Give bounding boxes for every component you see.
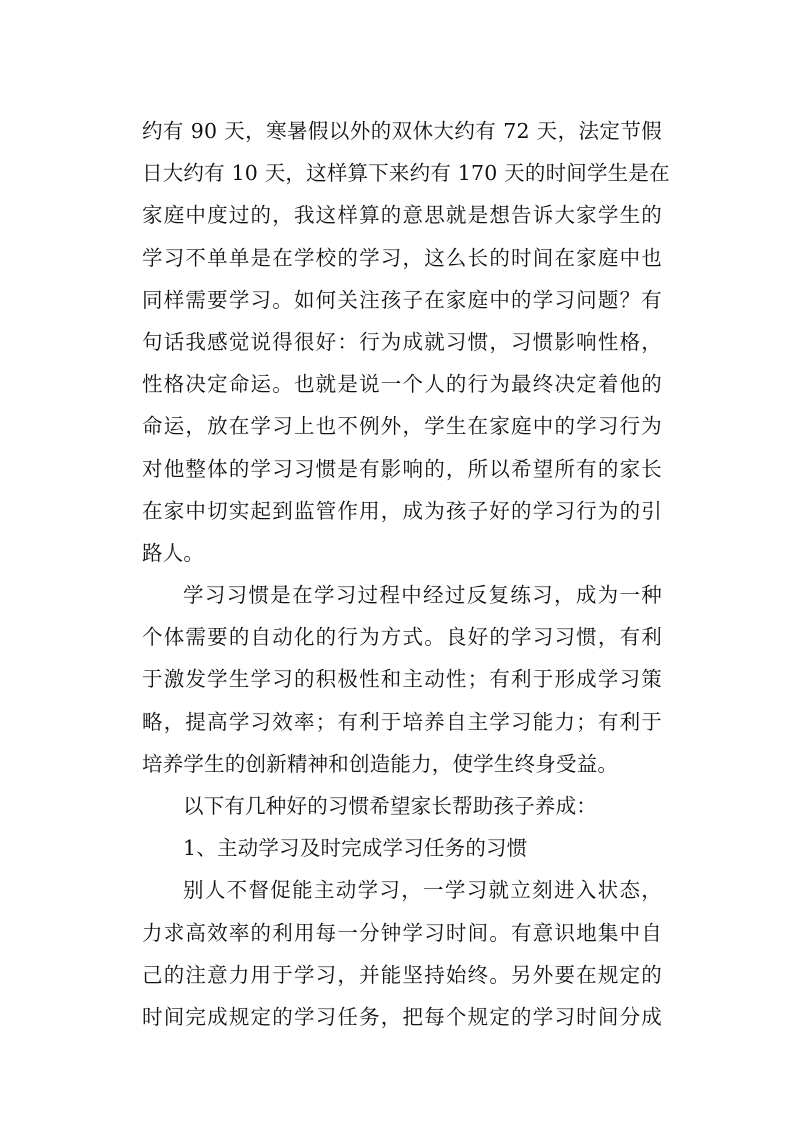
section-heading: 1、主动学习及时完成学习任务的习惯 [183, 836, 528, 861]
text-line: 于激发学生学习的积极性和主动性；有利于形成学习策 [142, 667, 662, 692]
text-line: 家庭中度过的，我这样算的意思就是想告诉大家学生的 [142, 203, 662, 228]
text-line: 个体需要的自动化的行为方式。良好的学习习惯，有利 [142, 625, 662, 650]
text-line: 对他整体的学习习惯是有影响的，所以希望所有的家长 [142, 456, 662, 481]
text-line: 性格决定命运。也就是说一个人的行为最终决定着他的 [142, 372, 662, 397]
text-line: 约有 90 天，寒暑假以外的双休大约有 72 天，法定节假 [142, 119, 662, 143]
text-line: 学习不单单是在学校的学习，这么长的时间在家庭中也 [142, 245, 662, 270]
text-line: 路人。 [142, 540, 205, 565]
text-line: 别人不督促能主动学习，一学习就立刻进入状态， [183, 878, 662, 903]
text-line: 以下有几种好的习惯希望家长帮助孩子养成： [183, 794, 597, 818]
document-body [142, 110, 670, 1038]
text-line: 培养学生的创新精神和创造能力，使学生终身受益。 [142, 751, 619, 776]
text-line: 句话我感觉说得很好：行为成就习惯，习惯影响性格， [142, 329, 662, 354]
text-line: 力求高效率的利用每一分钟学习时间。有意识地集中自 [142, 920, 662, 945]
text-line: 日大约有 10 天，这样算下来约有 170 天的时间学生是在 [142, 161, 670, 186]
text-line: 时间完成规定的学习任务，把每个规定的学习时间分成 [142, 1004, 662, 1029]
text-line: 命运，放在学习上也不例外，学生在家庭中的学习行为 [142, 414, 662, 439]
text-line: 己的注意力用于学习，并能坚持始终。另外要在规定的 [142, 962, 662, 987]
text-line: 同样需要学习。如何关注孩子在家庭中的学习问题？有 [142, 287, 662, 312]
text-line: 在家中切实起到监管作用，成为孩子好的学习行为的引 [142, 498, 662, 523]
text-line: 略，提高学习效率；有利于培养自主学习能力；有利于 [142, 709, 662, 734]
text-line: 学习习惯是在学习过程中经过反复练习，成为一种 [183, 583, 662, 608]
